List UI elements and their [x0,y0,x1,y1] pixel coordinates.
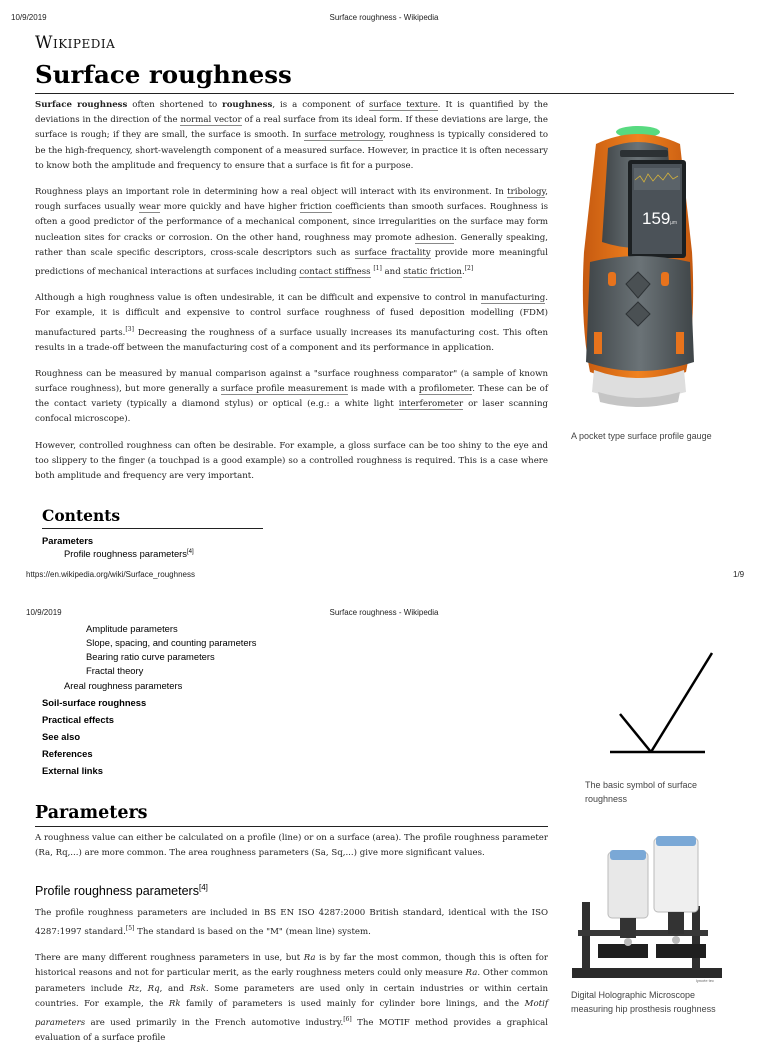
link-manufacturing[interactable]: manufacturing [480,293,546,304]
toc-item-amplitude[interactable]: Amplitude parameters [86,623,178,634]
microscope-brand: lyncée tec [696,978,715,983]
profile-parameters-paragraph: There are many different roughness parameters in use, but Ra is by far the most common, though this is often for historical reasons and not for particular merit, as the early roughness meters could only measure Ra. Other common parameters include Rz, Rq, and Rsk. Some parameters are used only in certain industries or within certain countries. For example, the Rk family of parameters is used mainly for cylinder bore linings, and the Motif parameters are used primarily in the French automotive industry.[6] The MOTIF method provides a graphical evaluation of a surface profile [35,953,549,1044]
roughness-symbol-icon [598,648,718,758]
toc-item-slope[interactable]: Slope, spacing, and counting parameters [86,637,257,648]
link-wear[interactable]: wear [138,202,161,213]
paragraph-tribology: Roughness plays an important role in determining how a real object will interact with its environment. In tribology, rough surfaces usually wear more quickly and have higher friction coefficients than smooth surfaces. Roughness is often a good predictor of the performance of a mechanical component, since irregularities on the surface may form nucleation sites for cracks or corrosion. On the other hand, roughness may promote adhesion. Generally speaking, rather than scale specific descriptors, cross-scale descriptors such as surface fractality provide more meaningful predictions of mechanical interactions at surfaces including contact stiffness [1] and static friction.[2] [35,187,548,277]
contents-heading: Contents [42,506,121,525]
link-interferometer[interactable]: interferometer [398,399,464,410]
link-adhesion[interactable]: adhesion [415,232,455,243]
wikipedia-wordmark[interactable]: Wikipedia [35,33,116,53]
print-footer-url: https://en.wikipedia.org/wiki/Surface_roughness [26,570,195,579]
citation-1[interactable]: [1] [373,265,382,273]
parameters-divider [35,826,548,827]
print-header-title: Surface roughness - Wikipedia [329,13,439,22]
device-reading: 159 [642,209,671,228]
link-contact-stiffness[interactable]: contact stiffness [299,266,371,277]
paragraph-measurement: Roughness can be measured by manual comparison against a "surface roughness comparator" (a sample of known surface roughness), but more generally a surface profile measurement is made with a profilometer. These can be of the contact variety (typically a diamond stylus) or optical (e.g.: a white light interferometer or laser scanning confocal microscope). [35,368,549,425]
link-surface-metrology[interactable]: surface metrology [304,130,384,141]
toc-item-practical[interactable]: Practical effects [42,714,114,725]
microscope-image [568,832,728,984]
microscope-caption: Digital Holographic Microscope measuring hip prosthesis roughness [571,990,716,1014]
link-surface-fractality[interactable]: surface fractality [354,247,431,258]
paragraph-controlled-roughness: However, controlled roughness can often be desirable. For example, a gloss surface can be too shiny to the eye and too slippery to the finger (a touchpad is a good example) so a controlled roughness is required. This is a case where both amplitude and frequency are very important. [35,440,548,481]
roughness-symbol [598,648,718,758]
print-header-title-2: Surface roughness - Wikipedia [329,608,439,617]
symbol-caption: The basic symbol of surface roughness [585,780,698,804]
toc-item-external-links[interactable]: External links [42,765,103,776]
toc-item-profile-roughness[interactable]: Profile roughness parameters[4] [64,548,194,559]
citation-5[interactable]: [5] [125,925,135,933]
link-tribology[interactable]: tribology [507,187,546,198]
print-footer-page: 1/9 [733,570,745,579]
page-title: Surface roughness [35,60,292,89]
toc-item-see-also[interactable]: See also [42,731,81,742]
title-divider [35,93,734,94]
link-friction[interactable]: friction [300,202,332,213]
parameters-body [35,831,548,861]
microscope-drawing [568,832,728,984]
link-profilometer[interactable]: profilometer [418,383,473,394]
toc-item-soil[interactable]: Soil-surface roughness [42,697,147,708]
article-body [35,98,548,484]
profile-body [35,906,548,1046]
link-surface-profile-measurement[interactable]: surface profile measurement [220,383,348,394]
profile-gauge-image [568,122,728,422]
link-surface-texture[interactable]: surface texture [368,100,438,110]
paragraph-manufacturing: Although a high roughness value is often undesirable, it can be difficult and expensive to control in manufacturing. For example, it is difficult and expensive to control surface roughness of fused deposition modelling (FDM) manufactured parts.[3] Decreasing the roughness of a surface usually increases its manufacturing cost. This often results in a trade-off between the manufacturing cost of a component and its performance in application. [35,293,549,353]
toc-item-parameters[interactable]: Parameters [42,535,94,546]
toc-item-areal[interactable]: Areal roughness parameters [64,680,183,691]
contents-divider [42,528,263,529]
link-static-friction[interactable]: static friction [403,266,462,277]
toc-item-fractal[interactable]: Fractal theory [86,665,144,676]
print-header-date: 10/9/2019 [11,13,47,22]
citation-3[interactable]: [3] [125,325,134,333]
citation-6[interactable]: [6] [343,1016,352,1024]
profile-gauge-drawing [568,122,728,422]
device-unit: µm [670,220,678,226]
gauge-caption: A pocket type surface profile gauge [571,431,712,441]
toc-item-references[interactable]: References [42,748,93,759]
profile-standard-paragraph: The profile roughness parameters are included in BS EN ISO 4287:2000 British standard, identical with the ISO 4287:1997 standard.[5] The standard is based on the "M" (mean line) system. [35,908,548,938]
print-header-date-2: 10/9/2019 [26,608,62,617]
toc-item-bearing-ratio[interactable]: Bearing ratio curve parameters [86,651,215,662]
parameters-paragraph: A roughness value can either be calculated on a profile (line) or on a surface (area). The profile roughness parameter (Ra, Rq,...) are more common. The area roughness parameters (Sa, Sq,...) give more significant values. [35,833,548,859]
citation-2[interactable]: [2] [464,265,474,273]
section-heading-parameters: Parameters [35,803,148,823]
intro-paragraph: Surface roughness often shortened to roughness, is a component of surface texture. It is quantified by the deviations in the direction of the normal vector of a real surface from its ideal form. If these deviations are large, the surface is rough; if they are small, the surface is smooth. In surface metrology, roughness is typically considered to be the high-frequency, short-wavelength component of a measured surface. However, in practice it is often necessary to know both the amplitude and frequency to ensure that a surface is fit for a purpose. [35,100,549,171]
subsection-heading-profile: Profile roughness parameters[4] [35,883,208,899]
link-normal-vector[interactable]: normal vector [180,115,242,126]
